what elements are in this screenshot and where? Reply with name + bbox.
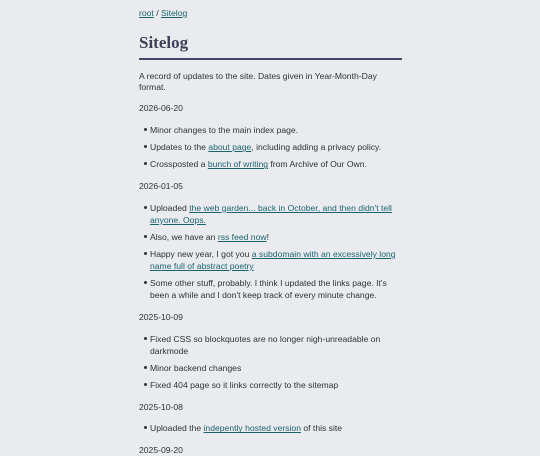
log-item-link[interactable]: a subdomain with an excessively long name full of abstract poetry — [150, 248, 396, 271]
intro-text: A record of updates to the site. Dates given in Year-Month-Day format. — [139, 71, 377, 92]
log-item-text: Crossposted a — [150, 159, 208, 170]
log-item-link[interactable]: about page — [208, 142, 252, 153]
log-date: 2026-06-20 — [139, 103, 183, 114]
log-date: 2025-10-08 — [139, 401, 183, 412]
log-item — [145, 277, 402, 301]
log-list — [139, 202, 402, 301]
log-item-link[interactable]: the web garden... back in October, and then didn't tell anyone. Oops. — [150, 202, 392, 225]
log-item — [145, 248, 402, 272]
log-item-text: Uploaded the — [150, 423, 204, 434]
page-content — [139, 0, 402, 456]
breadcrumb — [139, 8, 402, 20]
log-item-text: Happy new year, I got you — [150, 248, 252, 259]
log-item — [145, 333, 402, 357]
log-item-text: Fixed CSS so blockquotes are no longer nigh-unreadable on darkmode — [150, 333, 381, 356]
log-item-link[interactable]: indepently hosted version — [203, 423, 301, 434]
log-item-text: Minor backend changes — [150, 362, 242, 373]
log-item — [145, 362, 402, 374]
log-item-text: Minor changes to the main index page. — [150, 125, 299, 136]
log-item — [145, 231, 402, 243]
log-list — [139, 124, 402, 170]
log-item-text: , including adding a privacy policy. — [251, 142, 382, 153]
log-item-text: Uploaded — [150, 202, 190, 213]
breadcrumb-root-link[interactable]: root — [139, 8, 154, 18]
title-divider — [139, 58, 402, 60]
log-item — [145, 422, 402, 434]
log-item-link[interactable]: bunch of writing — [207, 159, 269, 170]
changelog — [139, 103, 402, 456]
log-item-text: ! — [266, 231, 269, 242]
breadcrumb-separator: / — [156, 8, 159, 18]
log-item-link[interactable]: rss feed now — [217, 231, 267, 242]
log-item-text: Some other stuff, probably. I think I updated the links page. It's been a while and I don't keep track of every minute change. — [150, 277, 387, 300]
log-item — [145, 158, 402, 170]
page-title: Sitelog — [139, 33, 189, 52]
log-item-text: Fixed 404 page so it links correctly to the sitemap — [150, 379, 339, 390]
breadcrumb-current-link[interactable]: Sitelog — [160, 8, 188, 18]
log-item-text: from Archive of Our Own. — [268, 159, 367, 170]
log-item-text: Updates to the — [150, 142, 209, 153]
log-item-text: of this site — [300, 423, 343, 434]
log-date: 2025-10-09 — [139, 311, 183, 322]
log-date: 2025-09-20 — [139, 445, 183, 456]
log-item — [145, 141, 402, 153]
log-item — [145, 379, 402, 391]
log-list — [139, 422, 402, 434]
log-item-text: Also, we have an — [150, 231, 218, 242]
log-list — [139, 333, 402, 391]
log-item — [145, 202, 402, 226]
log-item — [145, 124, 402, 136]
log-date: 2026-01-05 — [139, 181, 183, 192]
